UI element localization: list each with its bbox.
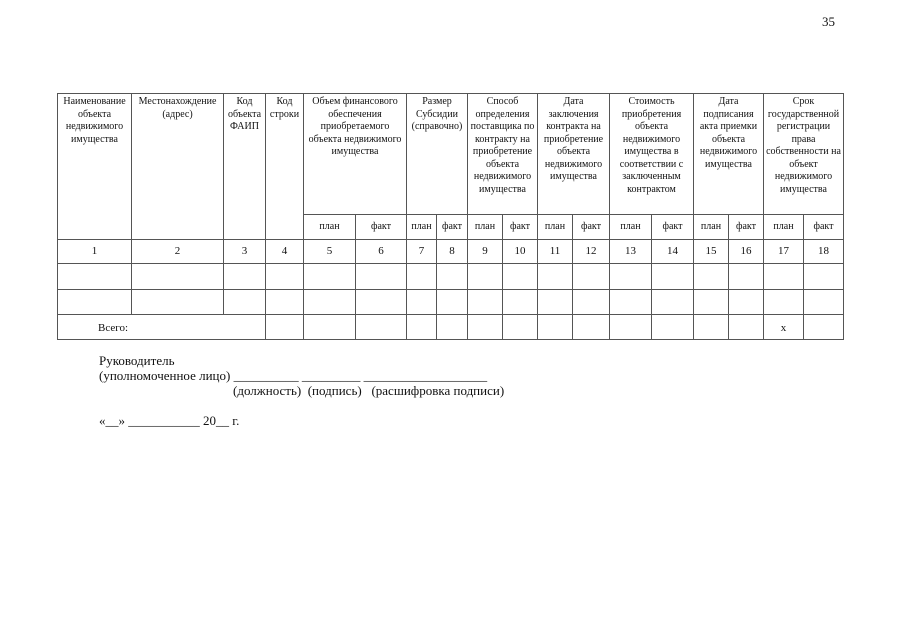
signature-line: (уполномоченное лицо) __________ _________ ___________________: [99, 368, 488, 383]
total-row: [58, 315, 844, 340]
signature-title: Руководитель: [99, 353, 175, 368]
column-number: 16: [729, 240, 764, 264]
column-number: 6: [356, 240, 407, 264]
column-number: 4: [266, 240, 304, 264]
fact-label: факт: [503, 215, 538, 240]
page-number: 35: [822, 14, 835, 29]
column-number: 8: [437, 240, 468, 264]
fact-label: факт: [573, 215, 610, 240]
plan-label: план: [538, 215, 573, 240]
fact-label: факт: [356, 215, 407, 240]
column-number: 13: [610, 240, 652, 264]
header-acquisition-cost: Стоимость приобретения объекта недвижимого имущества в соответствии с заключенным контрактом: [610, 94, 694, 215]
header-object-name: Наименование объекта недвижимого имущества: [58, 94, 132, 240]
column-number: 14: [652, 240, 694, 264]
column-number: 2: [132, 240, 224, 264]
header-row-code: Код строки: [266, 94, 304, 240]
signature-block: [99, 353, 504, 398]
header-contract-date: Дата заключения контракта на приобретение объекта недвижимого имущества: [538, 94, 610, 215]
plan-label: план: [468, 215, 503, 240]
table-row: [58, 264, 844, 290]
header-financing-volume: Объем финансового обеспечения приобретаемого объекта недвижимого имущества: [304, 94, 407, 215]
column-number: 12: [573, 240, 610, 264]
column-number: 7: [407, 240, 437, 264]
fact-label: факт: [437, 215, 468, 240]
date-line: «__» ___________ 20__ г.: [99, 413, 240, 428]
header-supplier-method: Способ определения поставщика по контракту на приобретение объекта недвижимого имущества: [468, 94, 538, 215]
fact-label: факт: [804, 215, 844, 240]
column-number: 10: [503, 240, 538, 264]
total-label: Всего:: [58, 315, 266, 340]
header-subsidy-size: Размер Субсидии (справочно): [407, 94, 468, 215]
column-number: 3: [224, 240, 266, 264]
header-registration-term: Срок государственной регистрации права собственности на объект недвижимого имущества: [764, 94, 844, 215]
column-number: 1: [58, 240, 132, 264]
plan-label: план: [407, 215, 437, 240]
column-number: 9: [468, 240, 503, 264]
column-number-row: [58, 240, 844, 264]
fact-label: факт: [652, 215, 694, 240]
header-acceptance-date: Дата подписания акта приемки объекта недвижимого имущества: [694, 94, 764, 215]
header-faip-code: Код объекта ФАИП: [224, 94, 266, 240]
plan-label: план: [764, 215, 804, 240]
fact-label: факт: [729, 215, 764, 240]
column-number: 11: [538, 240, 573, 264]
column-number: 15: [694, 240, 729, 264]
table-row: [58, 290, 844, 315]
column-number: 18: [804, 240, 844, 264]
signature-caption: (должность) (подпись) (расшифровка подписи): [233, 383, 505, 398]
column-number: 17: [764, 240, 804, 264]
plan-label: план: [694, 215, 729, 240]
header-row: [58, 94, 844, 215]
column-number: 5: [304, 240, 356, 264]
subsidy-report-table: [57, 93, 844, 340]
header-location: Местонахождение (адрес): [132, 94, 224, 240]
plan-label: план: [610, 215, 652, 240]
total-marker: x: [764, 315, 804, 340]
plan-label: план: [304, 215, 356, 240]
